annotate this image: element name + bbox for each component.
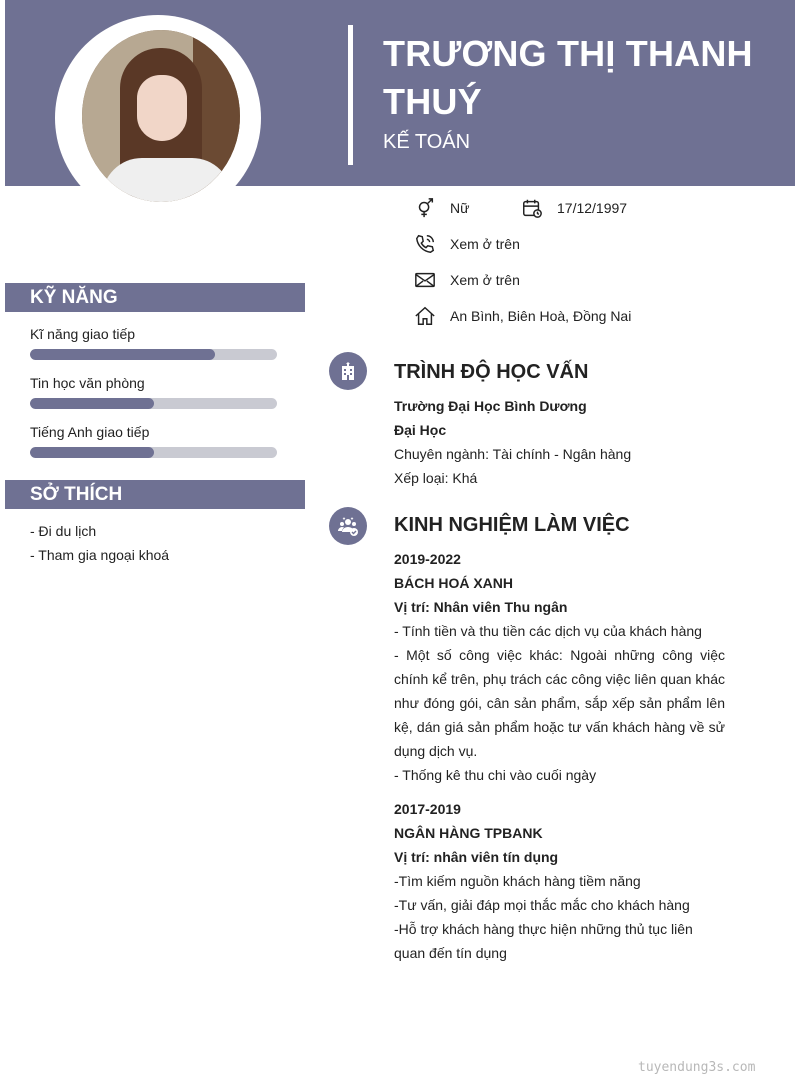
team-icon — [329, 507, 367, 545]
contact-address — [414, 304, 631, 328]
skill-bar — [30, 447, 277, 458]
job-company: BÁCH HOÁ XANH — [394, 575, 513, 591]
job-duty: -Tư vấn, giải đáp mọi thắc mắc cho khách hàng — [394, 897, 690, 913]
skill-label: Kĩ năng giao tiếp — [30, 326, 136, 342]
address-value: An Bình, Biên Hoà, Đồng Nai — [450, 308, 632, 324]
skill-label: Tin học văn phòng — [30, 375, 145, 391]
job-position: Vị trí: Nhân viên Thu ngân — [394, 599, 568, 615]
phone-value: Xem ở trên — [450, 236, 520, 252]
home-icon — [414, 305, 436, 327]
education-heading: TRÌNH ĐỘ HỌC VẤN — [394, 361, 589, 383]
job-period: 2019-2022 — [394, 551, 461, 567]
skill-label: Tiếng Anh giao tiếp — [30, 424, 150, 440]
contact-birthday — [521, 196, 627, 220]
job-duty: -Tìm kiếm nguồn khách hàng tiềm năng — [394, 873, 641, 889]
hobbies-heading: SỞ THÍCH — [5, 480, 305, 509]
job-position: Vị trí: nhân viên tín dụng — [394, 849, 559, 865]
job-duty: - Thống kê thu chi vào cuối ngày — [394, 767, 597, 783]
email-value: Xem ở trên — [450, 272, 520, 288]
skill-bar — [30, 349, 277, 360]
education-school: Trường Đại Học Bình Dương — [394, 398, 587, 414]
birthday-value: 17/12/1997 — [557, 200, 628, 216]
watermark: tuyendung3s.com — [638, 1060, 756, 1075]
hobby-item: - Đi du lịch — [30, 523, 97, 539]
mail-icon — [414, 269, 436, 291]
job-duty: - Tính tiền và thu tiền các dịch vụ của khách hàng — [394, 623, 702, 639]
skill-bar — [30, 398, 277, 409]
candidate-name: TRƯƠNG THỊ THANH THUÝ — [383, 33, 753, 122]
education-degree: Đại Học — [394, 422, 447, 438]
school-icon — [329, 352, 367, 390]
skills-heading: KỸ NĂNG — [5, 283, 305, 312]
header-divider — [348, 25, 353, 165]
experience-heading: KINH NGHIỆM LÀM VIỆC — [394, 514, 630, 536]
avatar — [82, 30, 240, 202]
contact-phone — [414, 232, 520, 256]
education-rank: Xếp loại: Khá — [394, 470, 478, 486]
calendar-icon — [521, 197, 543, 219]
gender-value: Nữ — [450, 200, 470, 216]
hobby-item: - Tham gia ngoại khoá — [30, 547, 170, 563]
phone-icon — [414, 233, 436, 255]
job-duty: - Một số công việc khác: Ngoài những công việc chính kể trên, phụ trách các công việc liên quan khác như đóng gói, cân sản phẩm, sắp xếp sản phẩm lên kệ, dán giá sản phẩm hoặc tư vấn khách hàng về sử dụng dịch vụ. — [394, 647, 725, 759]
job-duty: -Hỗ trợ khách hàng thực hiện những thủ tục liên quan đến tín dụng — [394, 921, 693, 961]
gender-icon — [414, 197, 436, 219]
education-major: Chuyên ngành: Tài chính - Ngân hàng — [394, 446, 632, 462]
job-company: NGÂN HÀNG TPBANK — [394, 825, 543, 841]
contact-email — [414, 268, 520, 292]
job-period: 2017-2019 — [394, 801, 461, 817]
contact-gender — [414, 196, 469, 220]
job-title: KẾ TOÁN — [383, 131, 471, 153]
